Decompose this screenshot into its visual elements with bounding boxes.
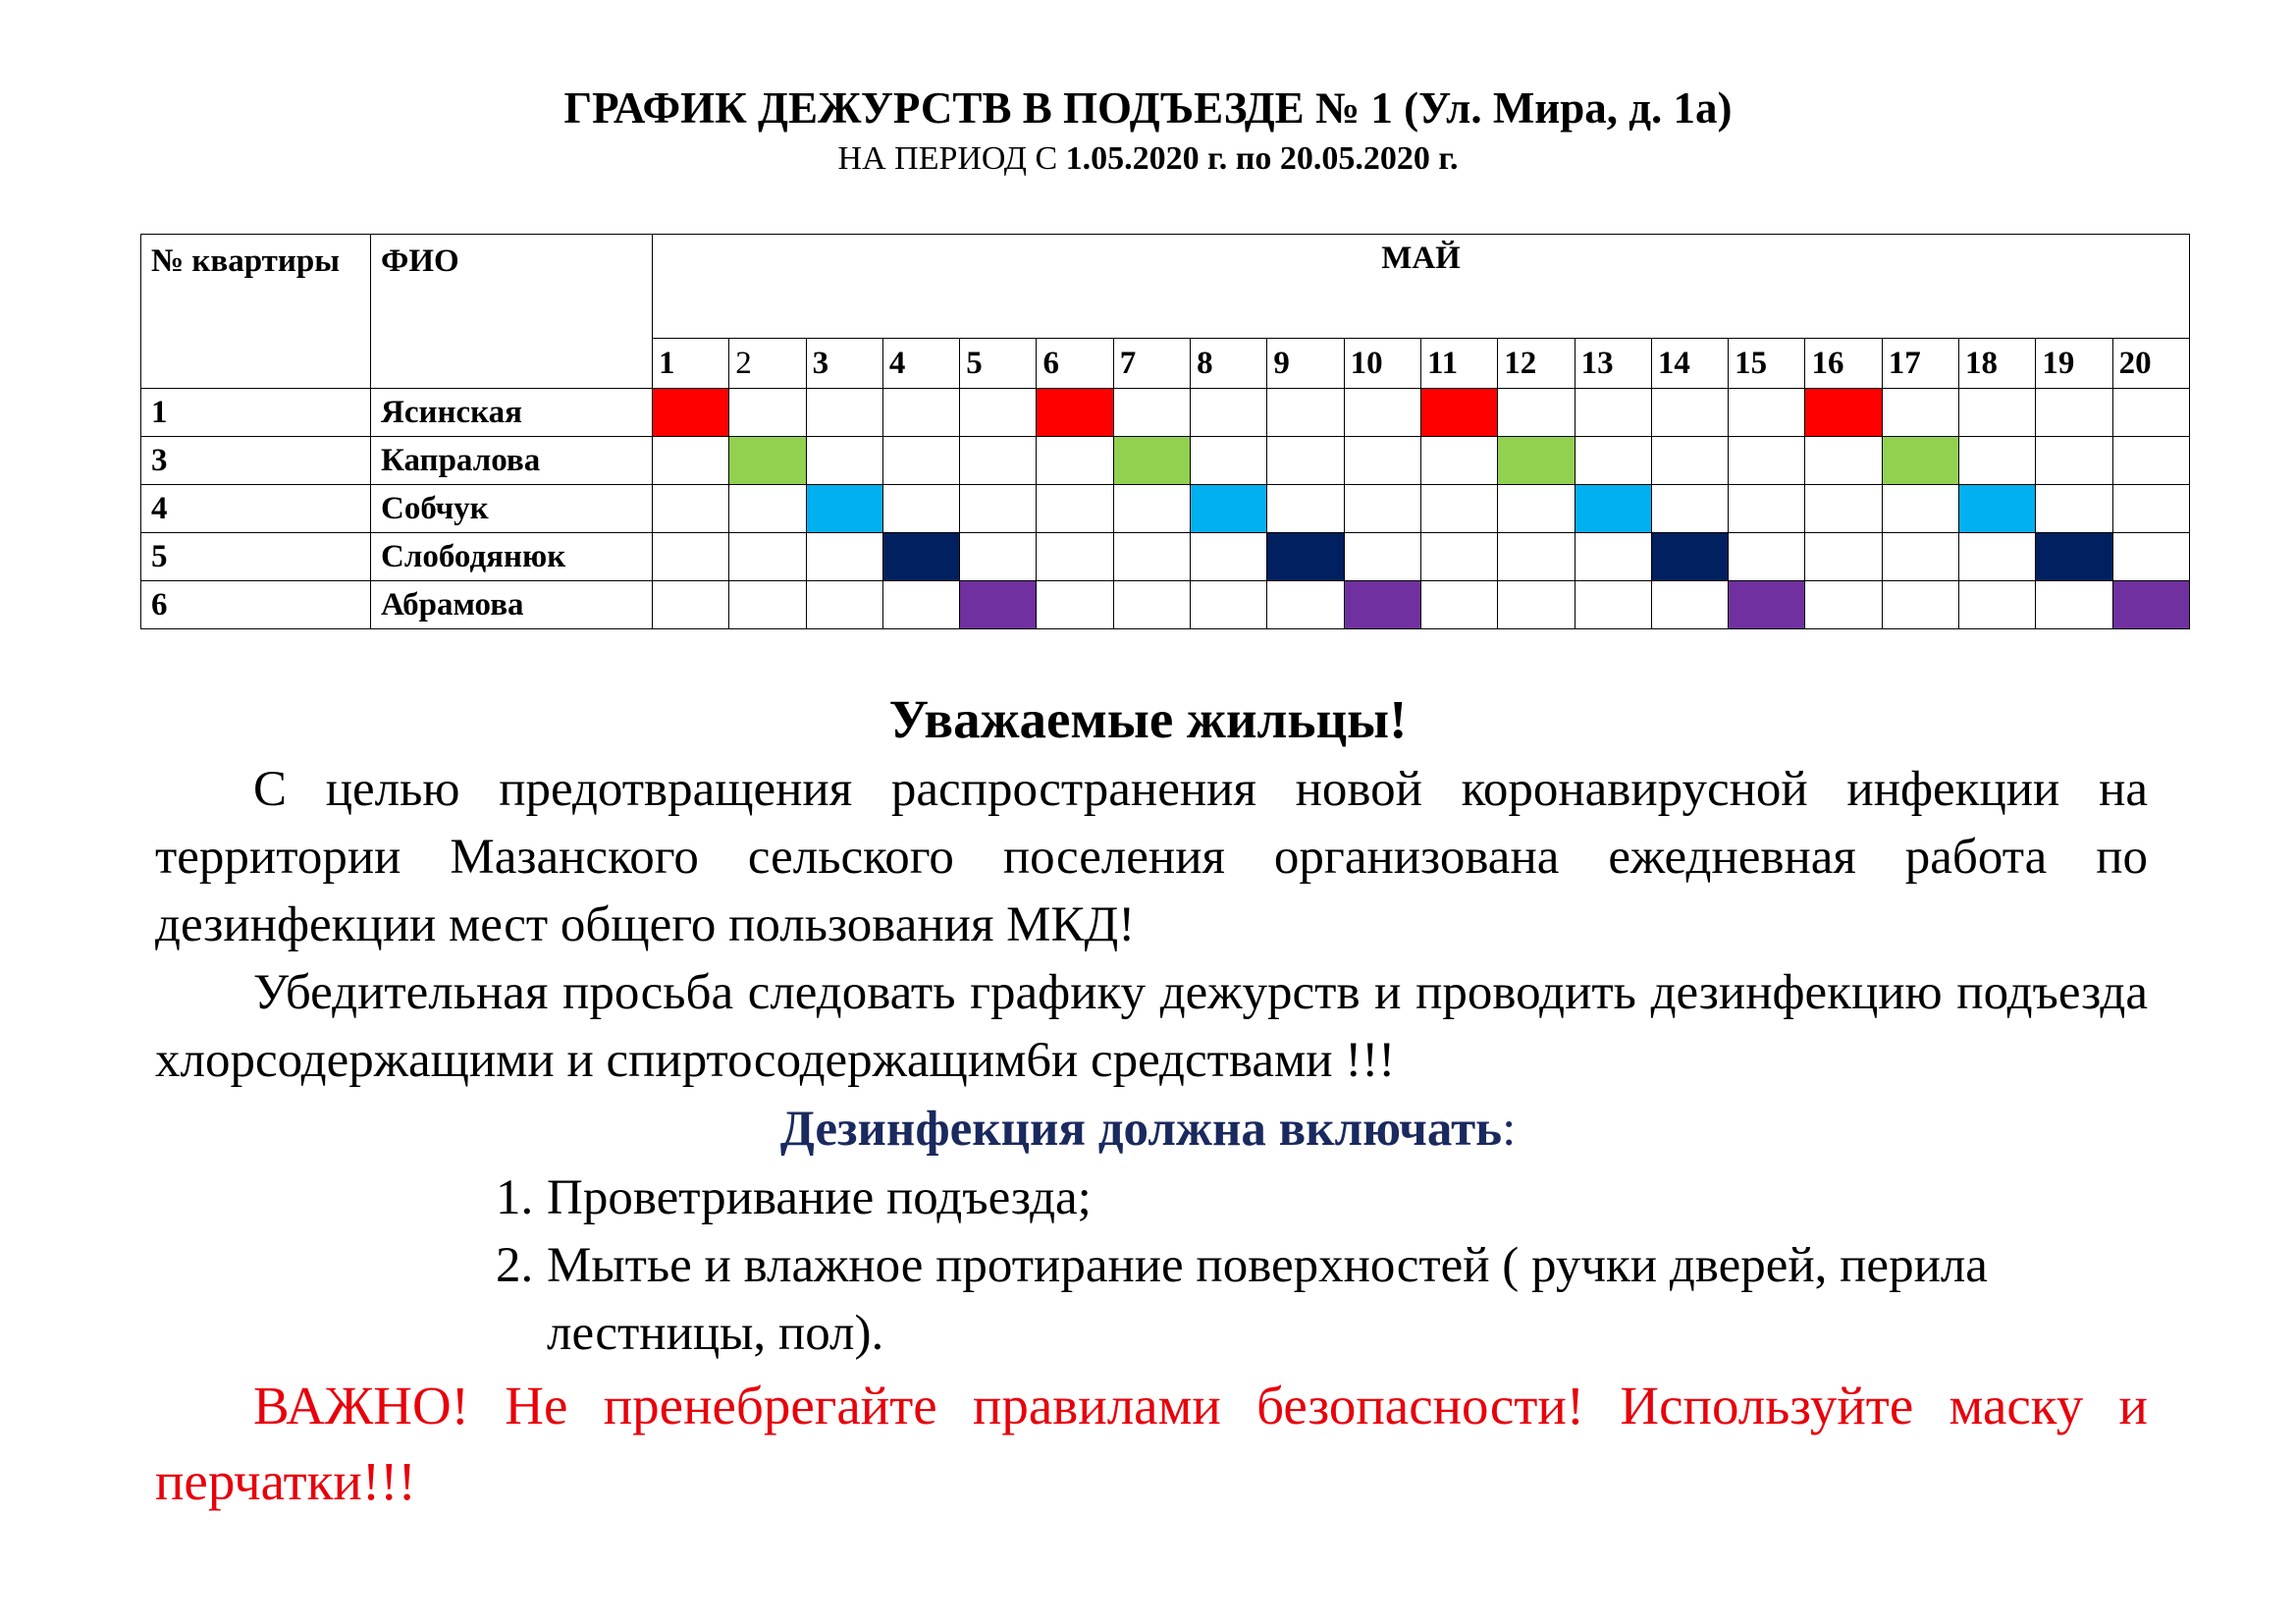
duty-cell	[1498, 485, 1575, 533]
duty-cell	[2036, 389, 2112, 437]
duty-cell	[1729, 533, 1805, 581]
day-header: 9	[1267, 339, 1344, 389]
duty-cell	[806, 533, 882, 581]
duty-cell	[1575, 581, 1651, 629]
duty-cell-filled	[806, 485, 882, 533]
duty-cell	[1882, 389, 1958, 437]
list-item-number: 2.	[496, 1238, 534, 1293]
duty-cell	[806, 581, 882, 629]
list-item-number: 1.	[496, 1170, 534, 1225]
duty-cell	[1267, 389, 1344, 437]
duty-cell-filled	[2112, 581, 2189, 629]
day-header: 11	[1420, 339, 1497, 389]
duty-cell	[1959, 437, 2036, 485]
duty-cell-filled	[1729, 581, 1805, 629]
duty-cell	[1420, 485, 1497, 533]
duty-cell-filled	[1651, 533, 1728, 581]
duty-cell	[729, 389, 806, 437]
list-item-text: Мытье и влажное протирание поверхностей ( ручки дверей, перила лестницы, пол).	[547, 1238, 1988, 1361]
duty-cell	[1651, 485, 1728, 533]
duty-cell	[1882, 485, 1958, 533]
resident-name: Собчук	[371, 485, 653, 533]
period-prefix: НА ПЕРИОД С	[837, 140, 1066, 177]
day-header: 2	[729, 339, 806, 389]
duty-cell	[1498, 533, 1575, 581]
duty-cell	[1729, 437, 1805, 485]
duty-cell	[1113, 389, 1190, 437]
disinfection-includes-heading	[0, 1097, 2296, 1162]
day-header: 3	[806, 339, 882, 389]
duty-cell	[2112, 485, 2189, 533]
duty-cell-filled	[2036, 533, 2112, 581]
duty-cell-filled	[1037, 389, 1113, 437]
duty-cell-filled	[1805, 389, 1882, 437]
duty-cell	[1729, 389, 1805, 437]
apartment-number: 3	[141, 437, 371, 485]
duty-cell	[1882, 581, 1958, 629]
day-header: 17	[1882, 339, 1958, 389]
apartment-number: 4	[141, 485, 371, 533]
duty-cell	[2036, 437, 2112, 485]
duty-cell	[882, 485, 959, 533]
duty-cell	[1575, 389, 1651, 437]
duty-cell	[806, 389, 882, 437]
duty-cell	[1805, 581, 1882, 629]
day-header: 15	[1729, 339, 1805, 389]
duty-cell	[1805, 533, 1882, 581]
duty-cell	[1651, 389, 1728, 437]
day-header: 13	[1575, 339, 1651, 389]
duty-cell	[1344, 437, 1420, 485]
day-header: 7	[1113, 339, 1190, 389]
duty-cell	[2112, 389, 2189, 437]
duty-cell	[2112, 533, 2189, 581]
day-header: 6	[1037, 339, 1113, 389]
duty-cell	[1498, 581, 1575, 629]
duty-cell-filled	[1191, 485, 1267, 533]
duty-cell	[1420, 533, 1497, 581]
duty-cell	[1191, 581, 1267, 629]
duty-cell	[1959, 389, 2036, 437]
list-item-text: Проветривание подъезда;	[547, 1170, 1092, 1225]
duty-cell	[1267, 581, 1344, 629]
day-header: 5	[960, 339, 1037, 389]
resident-name: Абрамова	[371, 581, 653, 629]
name-column-header: ФИО	[371, 235, 653, 389]
duty-cell-filled	[729, 437, 806, 485]
duty-cell	[1959, 581, 2036, 629]
page-title: ГРАФИК ДЕЖУРСТВ В ПОДЪЕЗДЕ № 1 (Ул. Мира, д. 1а)	[563, 83, 1733, 133]
duty-cell-filled	[1113, 437, 1190, 485]
duty-cell	[960, 437, 1037, 485]
table-row	[141, 533, 2190, 581]
disinfection-list	[496, 1164, 2164, 1368]
notice-paragraph-1: С целью предотвращения распространения новой коронавирусной инфекции на территории Мазанского сельского поселения организована ежедневная работа по дезинфекции мест общего пользования МКД!	[155, 762, 2148, 952]
duty-cell	[1498, 389, 1575, 437]
duty-cell	[806, 437, 882, 485]
day-header: 8	[1191, 339, 1267, 389]
notice-heading: Уважаемые жильцы!	[888, 689, 1408, 749]
duty-cell	[1420, 437, 1497, 485]
apartment-column-header: № квартиры	[141, 235, 371, 389]
duty-cell	[1037, 581, 1113, 629]
resident-name: Слободянюк	[371, 533, 653, 581]
duty-cell-filled	[1420, 389, 1497, 437]
list-item	[496, 1232, 2164, 1368]
duty-cell-filled	[1575, 485, 1651, 533]
duty-cell	[1344, 533, 1420, 581]
header-row	[141, 235, 2190, 339]
disinfection-includes-colon: :	[1502, 1102, 1517, 1157]
duty-cell	[1191, 533, 1267, 581]
apartment-number: 1	[141, 389, 371, 437]
table-row	[141, 437, 2190, 485]
duty-cell	[1344, 389, 1420, 437]
apartment-number: 6	[141, 581, 371, 629]
duty-cell	[1651, 581, 1728, 629]
day-header: 1	[653, 339, 729, 389]
duty-cell	[1575, 533, 1651, 581]
duty-cell	[2112, 437, 2189, 485]
duty-cell	[729, 485, 806, 533]
list-item	[496, 1164, 2164, 1232]
duty-cell	[2036, 581, 2112, 629]
warning-text: ВАЖНО! Не пренебрегайте правилами безопасности! Используйте маску и перчатки!!!	[155, 1376, 2148, 1511]
day-header: 14	[1651, 339, 1728, 389]
duty-cell	[653, 437, 729, 485]
duty-cell	[1805, 437, 1882, 485]
duty-cell	[1037, 437, 1113, 485]
duty-cell	[1729, 485, 1805, 533]
duty-cell	[653, 581, 729, 629]
duty-cell	[960, 389, 1037, 437]
duty-cell	[1575, 437, 1651, 485]
day-header: 18	[1959, 339, 2036, 389]
month-header: МАЙ	[653, 235, 2190, 339]
duty-cell-filled	[1498, 437, 1575, 485]
day-header: 20	[2112, 339, 2189, 389]
day-header: 19	[2036, 339, 2112, 389]
duty-cell	[1420, 581, 1497, 629]
disinfection-includes-label: Дезинфекция должна включать	[779, 1102, 1503, 1157]
resident-name: Ясинская	[371, 389, 653, 437]
resident-name: Капралова	[371, 437, 653, 485]
duty-cell	[1191, 389, 1267, 437]
duty-cell	[882, 581, 959, 629]
duty-cell-filled	[653, 389, 729, 437]
duty-cell	[729, 533, 806, 581]
duty-cell	[1267, 437, 1344, 485]
table-row	[141, 581, 2190, 629]
duty-cell	[1113, 533, 1190, 581]
duty-cell	[1805, 485, 1882, 533]
duty-cell	[1959, 533, 2036, 581]
day-header: 4	[882, 339, 959, 389]
duty-cell-filled	[1959, 485, 2036, 533]
day-header: 12	[1498, 339, 1575, 389]
table-row	[141, 389, 2190, 437]
apartment-number: 5	[141, 533, 371, 581]
duty-cell-filled	[1882, 437, 1958, 485]
period-range: 1.05.2020 г. по 20.05.2020 г.	[1065, 140, 1459, 177]
duty-cell-filled	[1267, 533, 1344, 581]
schedule-body	[141, 389, 2190, 629]
duty-cell	[960, 485, 1037, 533]
duty-cell-filled	[960, 581, 1037, 629]
duty-cell	[1037, 485, 1113, 533]
duty-cell	[1037, 533, 1113, 581]
duty-cell	[882, 389, 959, 437]
duty-cell	[729, 581, 806, 629]
duty-cell	[1651, 437, 1728, 485]
duty-cell	[1113, 485, 1190, 533]
day-header: 10	[1344, 339, 1420, 389]
day-header: 16	[1805, 339, 1882, 389]
duty-cell	[653, 533, 729, 581]
duty-schedule-table	[140, 234, 2190, 629]
duty-cell	[2036, 485, 2112, 533]
period-subtitle	[0, 137, 2296, 181]
duty-cell-filled	[1344, 581, 1420, 629]
duty-cell	[1191, 437, 1267, 485]
duty-cell	[1882, 533, 1958, 581]
notice-paragraph-2: Убедительная просьба следовать графику дежурств и проводить дезинфекцию подъезда хлорсодержащими и спиртосодержащим6и средствами !!!	[155, 965, 2148, 1088]
duty-cell	[960, 533, 1037, 581]
duty-cell	[653, 485, 729, 533]
table-row	[141, 485, 2190, 533]
duty-cell	[1267, 485, 1344, 533]
duty-cell	[1113, 581, 1190, 629]
duty-cell	[882, 437, 959, 485]
duty-cell-filled	[882, 533, 959, 581]
duty-cell	[1344, 485, 1420, 533]
